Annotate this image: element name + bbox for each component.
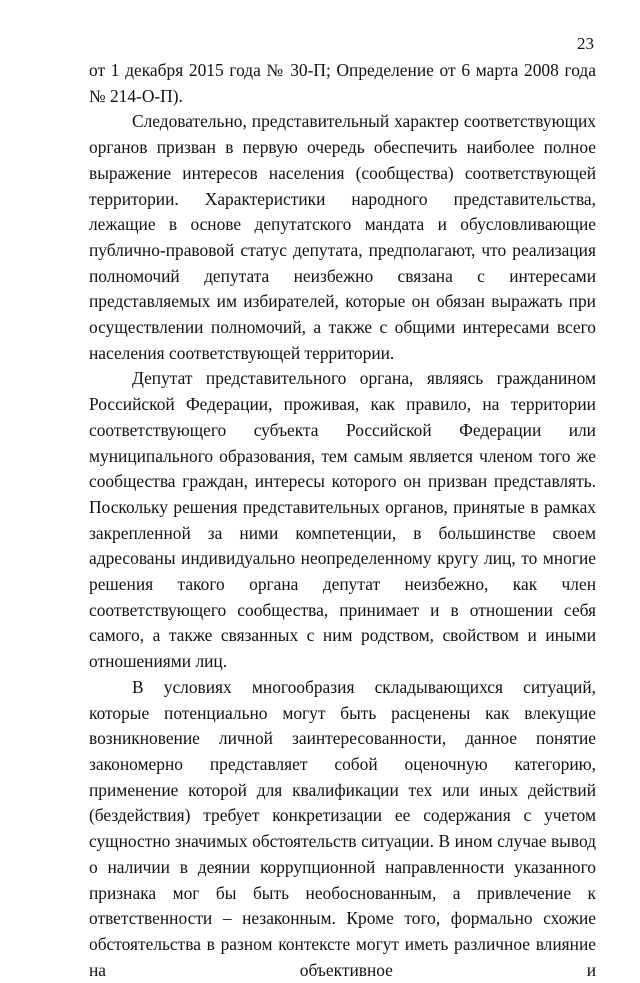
paragraph-continued: от 1 декабря 2015 года № 30-П; Определение от 6 марта 2008 года № 214-О-П).: [89, 60, 596, 106]
paragraph-deputy-citizen: Депутат представительного органа, являясь гражданином Российской Федерации, проживая, как правило, на территории соответствующего субъекта Российской Федерации или муниципального образования, тем самым является членом того же сообщества граждан, интересы которого он призван представлять. Поскольку решения представительных органов, принятые в рамках закрепленной за ними компетенции, в большинстве своем адресованы индивидуально неопределенному кругу лиц, то многие решения такого органа депутат неизбежно, как член соответствующего сообщества, принимает и в отношении себя самого, а также связанных с ним родством, свойством и иными отношениями лиц.: [89, 368, 596, 672]
document-body: [89, 58, 596, 983]
paragraph-personal-interest: В условиях многообразия складывающихся ситуаций, которые потенциально могут быть расценены как влекущие возникновение личной заинтересованности, данное понятие закономерно представляет собой оценочную категорию, применение которой для квалификации тех или иных действий (бездействия) требует конкретизации ее содержания с учетом сущностно значимых обстоятельств ситуации. В ином случае вывод о наличии в деянии коррупционной направленности указанного признака мог бы быть необоснованным, а привлечение к ответственности – незаконным. Кроме того, формально схожие обстоятельства в разном контексте могут иметь различное влияние на объективное и: [89, 676, 596, 980]
page-number: 23: [577, 34, 594, 53]
paragraph-representative-character: Следовательно, представительный характер соответствующих органов призван в первую очередь обеспечить наиболее полное выражение интересов населения (сообщества) соответствующей территории. Характеристики народного представительства, лежащие в основе депутатского мандата и обусловливающие публично-правовой статус депутата, предполагают, что реализация полномочий депутата неизбежно связана с интересами представляемых им избирателей, которые он обязан выражать при осуществлении полномочий, а также с общими интересами всего населения соответствующей территории.: [89, 111, 596, 363]
